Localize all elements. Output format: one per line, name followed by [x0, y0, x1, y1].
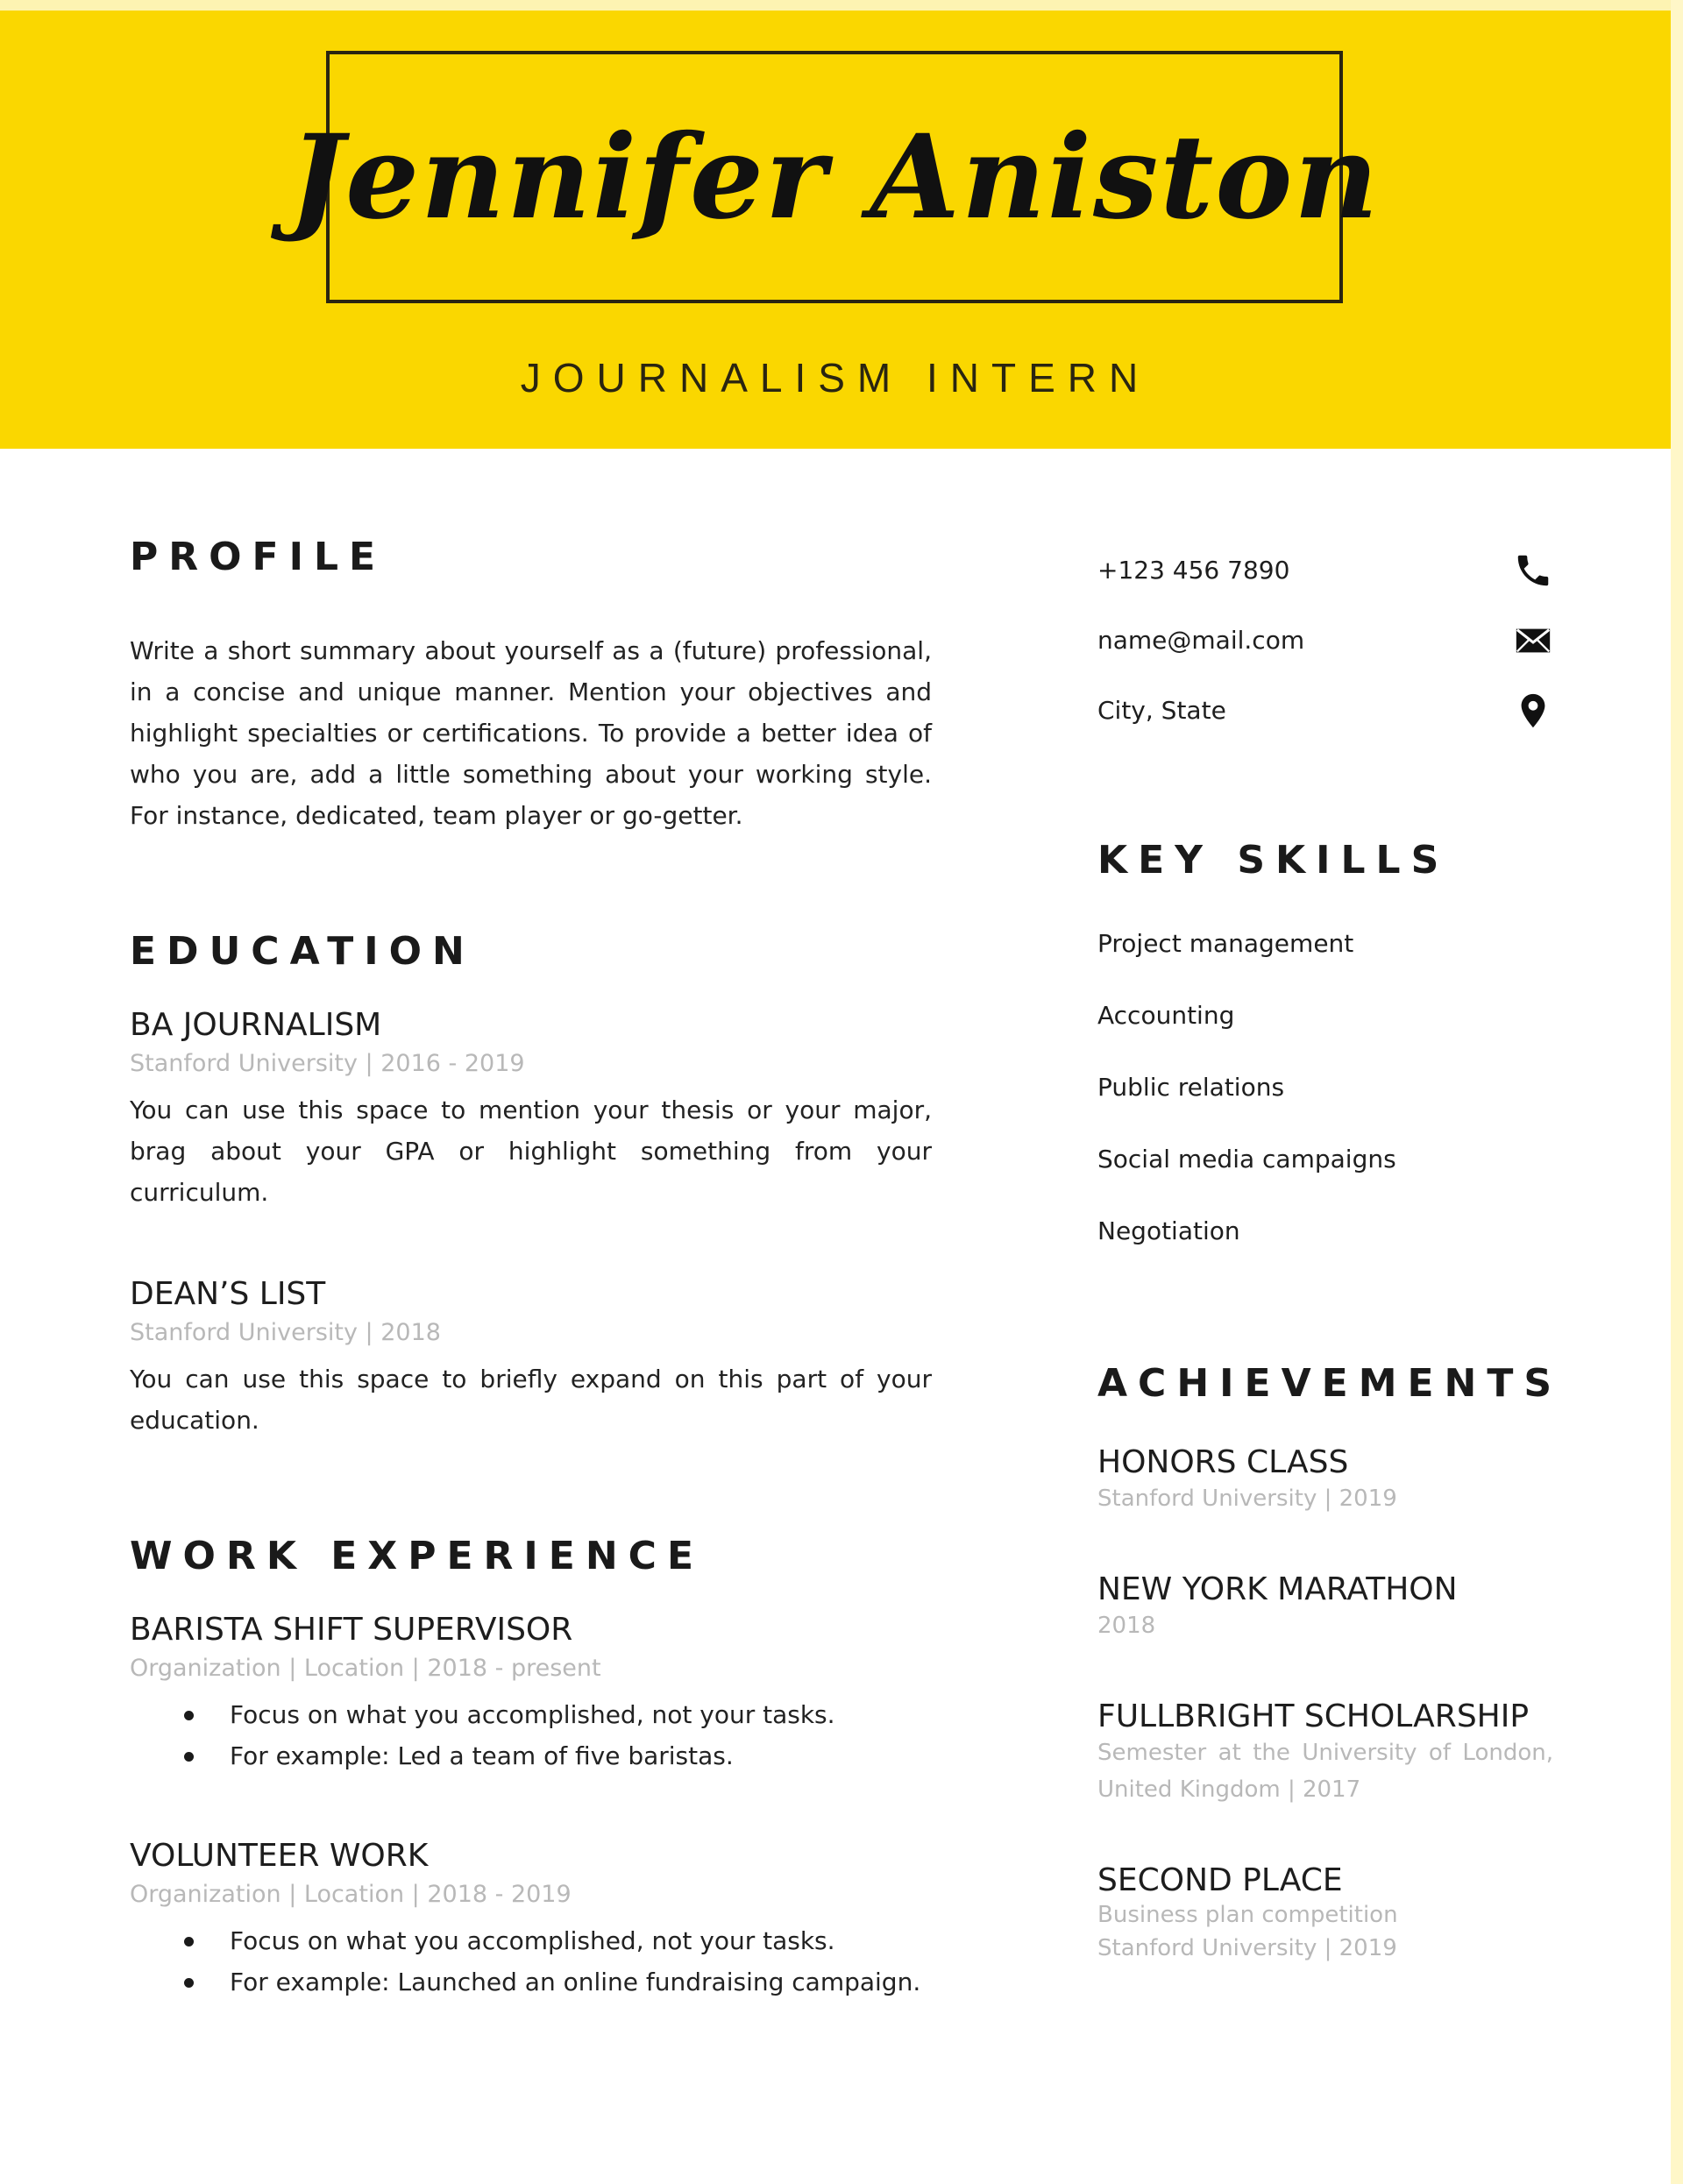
work-entry-title: VOLUNTEER WORK: [130, 1838, 429, 1874]
job-title: JOURNALISM INTERN: [520, 355, 1151, 401]
work-entry-meta: Organization | Location | 2018 - present: [130, 1655, 601, 1682]
bullet-item: For example: Led a team of five baristas.: [130, 1735, 932, 1776]
key-skills-heading: KEY SKILLS: [1097, 838, 1450, 883]
envelope-icon: [1513, 620, 1553, 661]
achievement-item: [1097, 1444, 1553, 1517]
contact-location: [1097, 675, 1553, 745]
profile-heading: PROFILE: [130, 535, 387, 579]
candidate-name: Jennifer Aniston: [288, 109, 1381, 245]
contact-phone: [1097, 535, 1553, 605]
email-text[interactable]: name@mail.com: [1097, 625, 1305, 655]
work-entry-title: BARISTA SHIFT SUPERVISOR: [130, 1612, 573, 1648]
work-entry-meta: Organization | Location | 2018 - 2019: [130, 1881, 572, 1908]
contact-email: [1097, 605, 1553, 675]
skills-list: [1097, 907, 1553, 1266]
left-column: [130, 535, 932, 2003]
profile-summary: Write a short summary about yourself as a (future) professional, in a concise and unique manner. Mention your objectives and highlight specialties or certifications. To provide a better idea of who you are, add a little something about your working style. For instance, dedicated, team player or go-getter.: [130, 636, 932, 830]
education-entry-title: BA JOURNALISM: [130, 1007, 382, 1043]
skill-item: Negotiation: [1097, 1216, 1240, 1245]
work-entry: [130, 1838, 932, 2003]
education-entry-title: DEAN’S LIST: [130, 1276, 326, 1312]
page-edge-right: [1671, 0, 1683, 2184]
achievement-title: HONORS CLASS: [1097, 1444, 1349, 1480]
education-entry-meta: Stanford University | 2016 - 2019: [130, 1050, 525, 1077]
phone-icon: [1513, 550, 1553, 591]
achievement-item: [1097, 1571, 1553, 1644]
achievement-item: [1097, 1862, 1553, 1965]
bullet-item: Focus on what you accomplished, not your tasks.: [130, 1920, 932, 1961]
bullet-item: Focus on what you accomplished, not your tasks.: [130, 1694, 932, 1735]
work-entry-bullets: [130, 1920, 932, 2003]
education-heading: EDUCATION: [130, 929, 475, 974]
location-text: City, State: [1097, 695, 1226, 725]
right-column: [1097, 535, 1563, 1965]
achievement-meta: Stanford University | 2019: [1097, 1486, 1397, 1512]
map-pin-icon: [1513, 691, 1553, 731]
bullet-item: For example: Launched an online fundraising campaign.: [130, 1961, 932, 2003]
achievement-meta: 2018: [1097, 1613, 1156, 1639]
skill-item: Accounting: [1097, 1000, 1235, 1030]
header-banner: [0, 11, 1671, 449]
achievement-item: [1097, 1698, 1553, 1808]
achievements-heading: ACHIEVEMENTS: [1097, 1361, 1563, 1406]
achievement-title: SECOND PLACE: [1097, 1862, 1343, 1898]
education-entry-meta: Stanford University | 2018: [130, 1319, 441, 1346]
skill-item: Project management: [1097, 928, 1354, 958]
education-entry-text: You can use this space to briefly expand on this part of your education.: [130, 1365, 932, 1435]
skill-item: Public relations: [1097, 1072, 1285, 1102]
work-entry: [130, 1612, 932, 1776]
achievement-meta-line2: Stanford University | 2019: [1097, 1935, 1397, 1961]
achievement-title: FULLBRIGHT SCHOLARSHIP: [1097, 1698, 1530, 1734]
name-frame: [288, 51, 1381, 303]
work-entry-bullets: [130, 1694, 932, 1776]
contact-block: [1097, 535, 1553, 745]
work-experience-heading: WORK EXPERIENCE: [130, 1534, 704, 1578]
education-entry: [130, 1007, 932, 1213]
education-entry: [130, 1276, 932, 1441]
achievement-meta-line1: Business plan competition: [1097, 1902, 1398, 1928]
achievement-meta: Semester at the University of London, United Kingdom | 2017: [1097, 1740, 1553, 1803]
skill-item: Social media campaigns: [1097, 1144, 1396, 1174]
achievement-title: NEW YORK MARATHON: [1097, 1571, 1458, 1607]
education-entry-text: You can use this space to mention your thesis or your major, brag about your GPA or highlight something from your curriculum.: [130, 1096, 932, 1207]
page-edge-top: [0, 0, 1683, 11]
phone-text[interactable]: +123 456 7890: [1097, 555, 1290, 585]
